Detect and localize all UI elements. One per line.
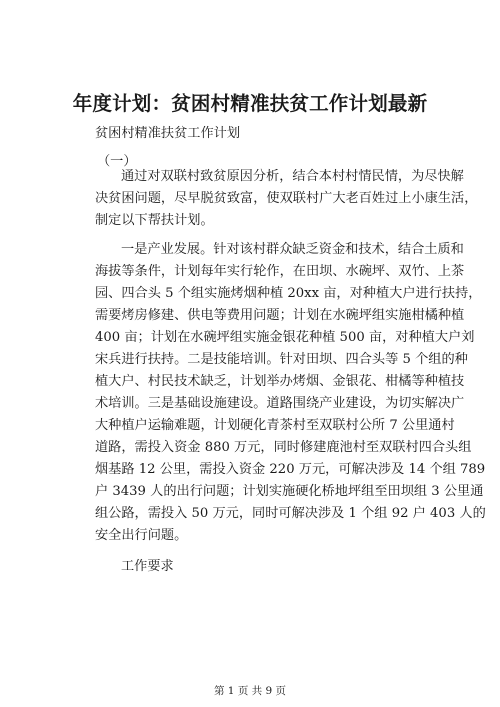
paragraph-line: 安全出行问题。 — [95, 528, 188, 543]
paragraph-line: 通过对双联村致贫原因分析，结合本村村情民情，为尽快解 — [121, 169, 464, 184]
document-subtitle: 贫困村精准扶贫工作计划 — [95, 126, 241, 141]
document-title: 年度计划：贫困村精准扶贫工作计划最新 — [72, 92, 428, 115]
paragraph-line: 制定以下帮扶计划。 — [95, 213, 214, 228]
page-indicator: 第 1 页 共 9 页 — [213, 685, 287, 697]
paragraph-line: 决贫困问题，尽早脱贫致富，使双联村广大老百姓过上小康生活， — [95, 191, 478, 206]
paragraph-line: 海拔等条件，计划每年实行轮作，在田坝、水碗坪、双竹、上茶 — [95, 264, 465, 279]
paragraph-line: 植大户、村民技术缺乏，计划举办烤烟、金银花、柑橘等种植技 — [95, 374, 465, 389]
paragraph-line: 400 亩；计划在水碗坪组实施金银花种植 500 亩，对种植大户刘 — [95, 330, 475, 345]
paragraph-line: 一是产业发展。针对该村群众缺乏资金和技术，结合土质和 — [121, 242, 464, 257]
section-label: （一） — [97, 154, 137, 169]
paragraph-line: 道路，需投入资金 880 万元，同时修建鹿池村至双联村四合头组 — [95, 440, 472, 455]
paragraph-line: 组公路，需投入 50 万元，同时可解决涉及 1 个组 92 户 403 人的 — [95, 506, 486, 521]
paragraph-line: 户 3439 人的出行问题；计划实施硬化桥地坪组至田坝组 3 公里通 — [95, 484, 484, 499]
paragraph-line: 宋兵进行扶持。二是技能培训。针对田坝、四合头等 5 个组的种 — [95, 352, 468, 367]
paragraph-line: 园、四合头 5 个组实施烤烟种植 20xx 亩，对种植大户进行扶持， — [95, 286, 482, 301]
paragraph-line: 大种植户运输难题，计划硬化青茶村至双联村公所 7 公里通村 — [95, 418, 455, 433]
paragraph-line: 术培训。三是基础设施建设。道路围绕产业建设，为切实解决广 — [95, 396, 465, 411]
work-requirements-heading: 工作要求 — [121, 559, 174, 574]
paragraph-line: 烟基路 12 公里，需投入资金 220 万元，可解决涉及 14 个组 789 — [95, 462, 486, 477]
paragraph-line: 需要烤房修建、供电等费用问题；计划在水碗坪组实施柑橘种植 — [95, 308, 465, 323]
